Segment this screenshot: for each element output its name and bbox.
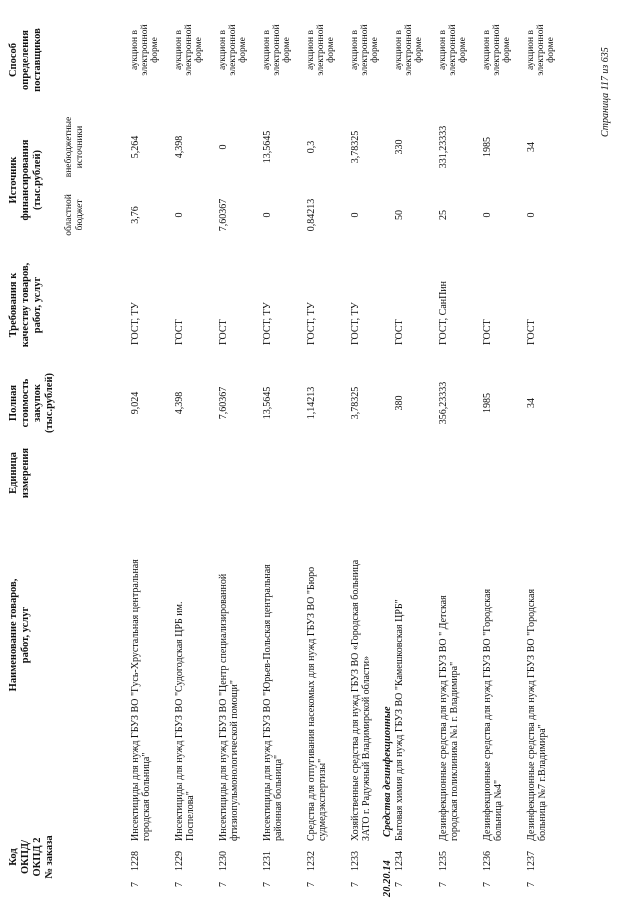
header-source-extra (64, 111, 86, 183)
row-method-line: форме (458, 37, 468, 63)
row-method-line: аукцион в (306, 30, 316, 70)
row-method (306, 10, 336, 90)
row-name-line: больница №4" (493, 779, 504, 841)
header-total (8, 366, 56, 440)
row-name-line: Хозяйственные средства для нужд ГБУЗ ВО «Городская больница (350, 559, 361, 841)
row-total: 3,78325 (350, 386, 361, 420)
row-code: 7 (306, 882, 317, 887)
row-code: 7 (174, 882, 185, 887)
row-regional: 7,60367 (218, 198, 229, 232)
row-method (174, 10, 204, 90)
row-name-line: Инсектициды для нужд ГБУЗ ВО "Центр специализированной (218, 573, 229, 841)
row-name-line: Дезинфекционные средства для нужд ГБУЗ ВО " Детская (438, 595, 449, 841)
row-name-line: фтизиопульмонологической помощи" (229, 680, 240, 841)
header-code-line: Код (8, 848, 19, 866)
row-requirements: ГОСТ, ТУ (306, 302, 317, 345)
row-method-line: форме (414, 37, 424, 63)
row-extra: 5,264 (130, 135, 141, 159)
row-name (482, 507, 504, 841)
header-source-regional (64, 185, 86, 245)
row-extra: 330 (394, 139, 405, 155)
row-name (262, 507, 284, 841)
row-name (526, 507, 548, 841)
table-header (8, 0, 118, 905)
header-unit-line: измерения (20, 447, 31, 499)
row-extra: 0 (218, 144, 229, 150)
row-method-line: форме (150, 37, 160, 63)
header-regional-line: бюджет (75, 199, 85, 231)
row-method-line: электронной (140, 24, 150, 76)
page-number: Страница 117 из 635 (600, 47, 611, 137)
row-name-line: Инсектициды для нужд ГБУЗ ВО "Юрьев-Польская центральная (262, 564, 273, 841)
header-extra-line: внебюджетные (64, 116, 74, 178)
row-requirements: ГОСТ (394, 319, 405, 345)
row-regional: 0,84213 (306, 198, 317, 232)
row-regional: 0 (482, 212, 493, 218)
row-requirements: ГОСТ (218, 319, 229, 345)
header-method (8, 15, 44, 105)
row-code: 7 (218, 882, 229, 887)
row-extra: 4,398 (174, 135, 185, 159)
row-extra: 1985 (482, 137, 493, 157)
row-method-line: электронной (272, 24, 282, 76)
row-method-line: аукцион в (350, 30, 360, 70)
row-extra: 0,3 (306, 140, 317, 154)
row-name-line: Инсектициды для нужд ГБУЗ ВО "Гусь-Хрустальная центральная (130, 559, 141, 841)
row-name-line: Дезинфекционные средства для нужд ГБУЗ ВО "Городская (526, 588, 537, 841)
row-total: 356,23333 (438, 381, 449, 425)
row-order: 1230 (218, 851, 229, 871)
row-regional: 0 (526, 212, 537, 218)
header-name (8, 515, 32, 755)
row-name-line: Дезинфекционные средства для нужд ГБУЗ ВО "Городская (482, 588, 493, 841)
header-method-line: определения (20, 30, 31, 90)
header-regional-line: областной (64, 194, 74, 236)
row-name-line: ЗАТО г. Радужный Владимирской области» (361, 655, 372, 841)
row-method-line: аукцион в (438, 30, 448, 70)
row-method-line: форме (546, 37, 556, 63)
row-requirements: ГОСТ (174, 319, 185, 345)
header-source-line: Источник (8, 156, 19, 204)
row-method-line: аукцион в (526, 30, 536, 70)
row-total: 380 (394, 395, 405, 411)
row-total: 9,024 (130, 391, 141, 415)
row-total: 1985 (482, 393, 493, 413)
row-name (218, 507, 240, 841)
row-method-line: форме (326, 37, 336, 63)
row-code: 7 (526, 882, 537, 887)
row-method-line: электронной (360, 24, 370, 76)
row-requirements: ГОСТ (482, 319, 493, 345)
row-method-line: форме (282, 37, 292, 63)
header-code-line: № заказа (44, 835, 55, 879)
row-regional: 0 (350, 212, 361, 218)
row-method (218, 10, 248, 90)
row-regional: 0 (262, 212, 273, 218)
row-method (526, 10, 556, 90)
row-requirements: ГОСТ, СанПин (438, 280, 449, 345)
row-total: 34 (526, 398, 537, 408)
row-method-line: аукцион в (174, 30, 184, 70)
row-method-line: форме (238, 37, 248, 63)
row-requirements: ГОСТ, ТУ (262, 302, 273, 345)
row-method-line: форме (194, 37, 204, 63)
row-order: 1235 (438, 851, 449, 871)
header-req-line: работ, услуг (32, 276, 43, 334)
category-name: Средства дезинфекционные (382, 706, 393, 837)
header-name-line: Наименование товаров, (8, 578, 19, 692)
row-order: 1231 (262, 851, 273, 871)
row-method (482, 10, 512, 90)
row-name-line: Поспелова" (185, 791, 196, 841)
row-requirements: ГОСТ, ТУ (130, 302, 141, 345)
row-order: 1229 (174, 851, 185, 871)
header-method-line: Способ (8, 42, 19, 78)
row-method-line: электронной (316, 24, 326, 76)
row-method-line: аукцион в (482, 30, 492, 70)
row-name-line: городская больница" (141, 752, 152, 841)
header-req-line: Требования к (8, 272, 19, 338)
row-name-line: Средства для отпугивания насекомых для нужд ГБУЗ ВО "Бюро (306, 566, 317, 841)
row-code: 7 (438, 882, 449, 887)
row-method (130, 10, 160, 90)
row-method-line: форме (502, 37, 512, 63)
row-name-line: Бытовая химия для нужд ГБУЗ ВО "Камешковская ЦРБ" (394, 599, 405, 841)
row-requirements: ГОСТ, ТУ (350, 302, 361, 345)
row-order: 1233 (350, 851, 361, 871)
row-regional: 25 (438, 210, 449, 220)
row-requirements: ГОСТ (526, 319, 537, 345)
row-method-line: аукцион в (218, 30, 228, 70)
row-method-line: электронной (536, 24, 546, 76)
row-name (306, 507, 328, 841)
row-total: 4,398 (174, 391, 185, 415)
row-regional: 0 (174, 212, 185, 218)
row-code: 7 (262, 882, 273, 887)
row-order: 1232 (306, 851, 317, 871)
category-code: 20.20.14 (382, 860, 393, 897)
header-unit (8, 443, 32, 503)
header-method-line: поставщиков (32, 28, 43, 92)
row-name (350, 507, 372, 841)
row-method (262, 10, 292, 90)
row-order: 1234 (394, 851, 405, 871)
row-method (350, 10, 380, 90)
header-total-line: (тыс.рублей) (44, 372, 55, 434)
row-method-line: электронной (404, 24, 414, 76)
header-req-line: качеству товаров, (20, 262, 31, 348)
row-code: 7 (130, 882, 141, 887)
header-code-line: ОКПД/ (20, 839, 31, 875)
row-extra: 3,78325 (350, 130, 361, 164)
row-method-line: аукцион в (130, 30, 140, 70)
row-regional: 3,76 (130, 206, 141, 224)
row-code: 7 (394, 882, 405, 887)
row-method-line: электронной (492, 24, 502, 76)
row-order: 1236 (482, 851, 493, 871)
row-total: 7,60367 (218, 386, 229, 420)
row-extra: 13,5645 (262, 130, 273, 164)
header-requirements (8, 250, 44, 360)
header-total-line: закупок (32, 384, 43, 422)
row-name (174, 507, 196, 841)
row-method-line: аукцион в (394, 30, 404, 70)
row-name (438, 507, 460, 841)
row-method-line: электронной (184, 24, 194, 76)
header-source (8, 115, 44, 245)
row-order: 1228 (130, 851, 141, 871)
row-method-line: форме (370, 37, 380, 63)
row-method (394, 10, 424, 90)
row-extra: 34 (526, 142, 537, 152)
row-name-line: больница №7 г.Владимира" (537, 724, 548, 841)
row-code: 7 (350, 882, 361, 887)
header-code (8, 819, 56, 895)
header-name-line: работ, услуг (20, 606, 31, 664)
row-name-line: городская поликлиника №1 г. Владимира" (449, 661, 460, 841)
header-unit-line: Единица (8, 452, 19, 494)
header-extra-line: источники (75, 125, 85, 169)
row-order: 1237 (526, 851, 537, 871)
row-method-line: электронной (448, 24, 458, 76)
row-name-line: районная больница" (273, 754, 284, 841)
header-total-line: стоимость (20, 378, 31, 428)
header-code-line: ОКПД 2 (32, 837, 43, 877)
row-method (438, 10, 468, 90)
row-name-line: судмедэкспертизы" (317, 758, 328, 841)
row-method-line: аукцион в (262, 30, 272, 70)
row-total: 1,14213 (306, 386, 317, 420)
row-total: 13,5645 (262, 386, 273, 420)
row-name (130, 507, 152, 841)
row-code: 7 (482, 882, 493, 887)
row-extra: 331,23333 (438, 125, 449, 169)
row-method-line: электронной (228, 24, 238, 76)
row-regional: 50 (394, 210, 405, 220)
row-name-line: Инсектициды для нужд ГБУЗ ВО "Судогодская ЦРБ им. (174, 601, 185, 841)
header-total-line: Полная (8, 384, 19, 422)
header-source-line: (тыс.рублей) (32, 149, 43, 211)
header-source-line: финансирования (20, 139, 31, 221)
row-name (394, 507, 405, 841)
